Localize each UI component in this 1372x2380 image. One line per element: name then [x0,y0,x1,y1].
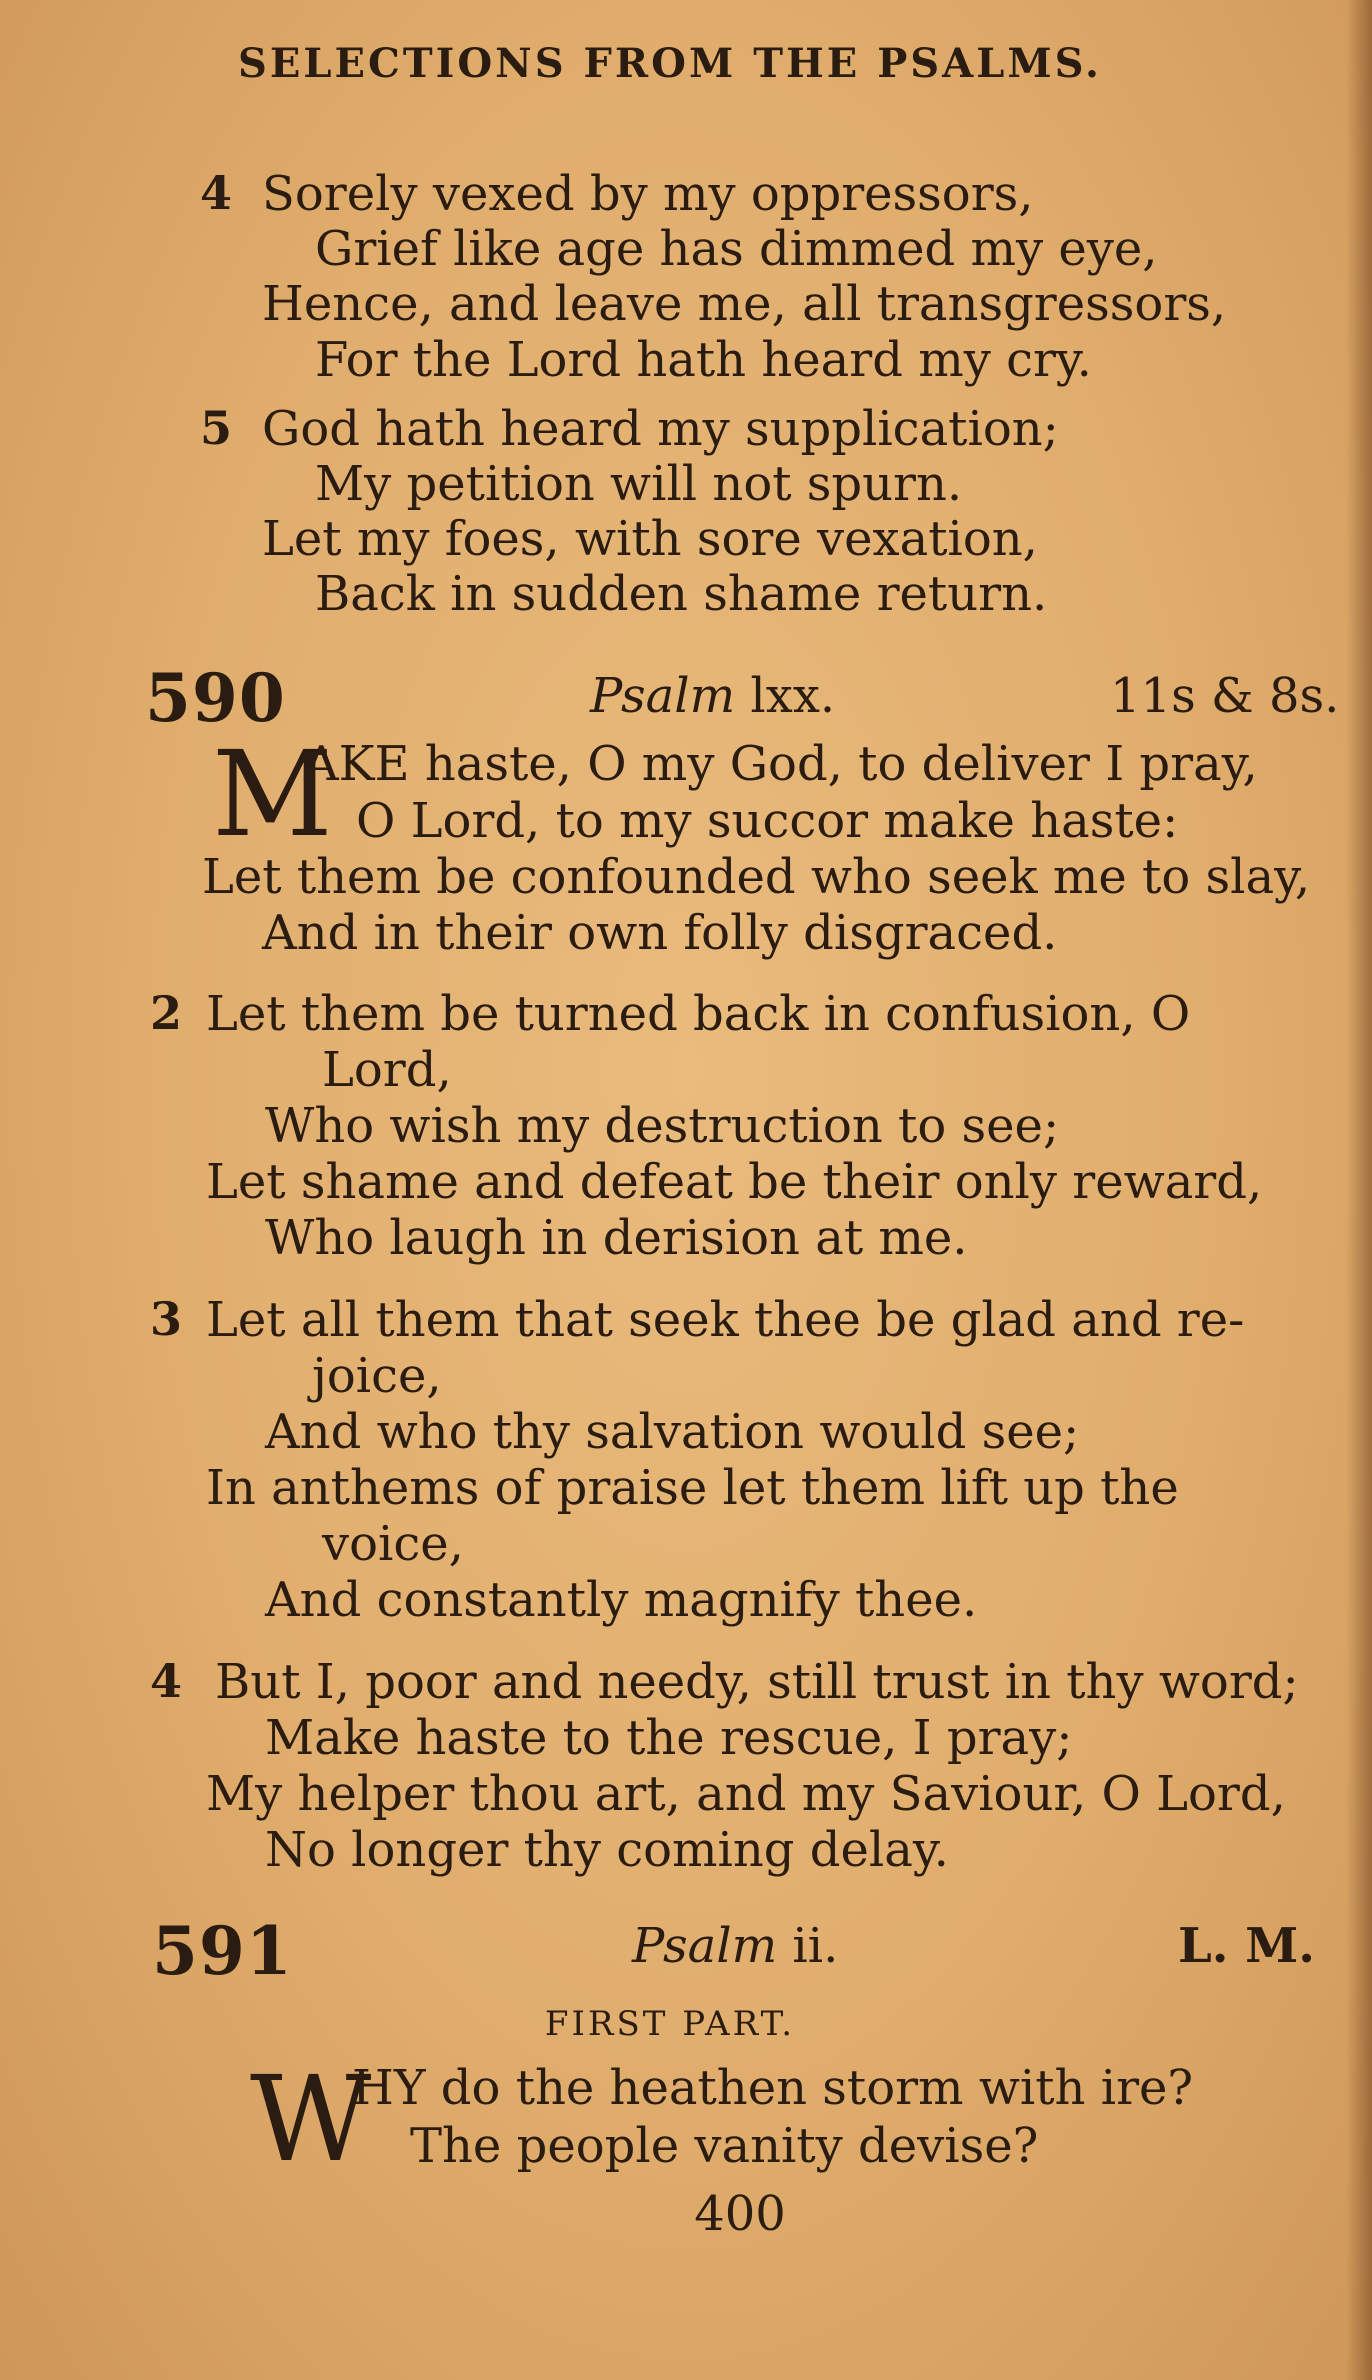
psalm-reference [632,1918,839,1974]
verse-line: O Lord, to my succor make haste: [356,793,1179,849]
verse-line: And constantly magnify thee. [265,1572,978,1628]
verse-line: Let all them that seek thee be glad and re- [206,1292,1245,1348]
verse-line: joice, [312,1348,442,1404]
verse-line: For the Lord hath heard my cry. [315,332,1092,388]
psalm-reference [590,668,836,724]
running-head: SELECTIONS FROM THE PSALMS. [238,40,1102,87]
verse-line: Lord, [322,1042,452,1098]
verse-line: Make haste to the rescue, I pray; [265,1710,1073,1766]
meter: L. M. [1178,1918,1316,1974]
psalm-word: Psalm [632,1918,778,1974]
drop-cap: W [250,2050,372,2188]
verse-line: Let my foes, with sore vexation, [262,511,1038,567]
verse-line: Let them be turned back in confusion, O [206,986,1191,1042]
verse-line: And who thy salvation would see; [265,1404,1080,1460]
verse-line: No longer thy coming delay. [265,1822,949,1878]
verse-line: God hath heard my supplication; [262,401,1059,457]
stanza-number: 5 [200,401,233,455]
verse-line: My petition will not spurn. [315,456,963,512]
verse-line: Who wish my destruction to see; [265,1098,1060,1154]
verse-line: In anthems of praise let them lift up the [206,1460,1179,1516]
psalm-numeral: ii. [792,1918,839,1974]
drop-cap: M [212,725,333,863]
verse-line: Hence, and leave me, all transgressors, [262,276,1227,332]
hymn-number: 591 [152,1912,293,1990]
verse-line: Grief like age has dimmed my eye, [315,221,1158,277]
verse-line: Who laugh in derision at me. [265,1210,968,1266]
verse-line: Sorely vexed by my oppressors, [262,166,1034,222]
stanza-number: 3 [150,1292,183,1346]
verse-line: Back in sudden shame return. [315,566,1048,622]
meter: 11s & 8s. [1110,668,1340,724]
verse-line: voice, [322,1516,464,1572]
verse-line: AKE haste, O my God, to deliver I pray, [304,736,1258,792]
verse-line: The people vanity devise? [410,2118,1039,2174]
verse-line: And in their own folly disgraced. [262,905,1058,961]
page-number: 400 [694,2186,786,2242]
verse-line: Let them be confounded who seek me to slay, [202,849,1311,905]
stanza-number: 2 [150,986,183,1040]
part-label: FIRST PART. [544,2004,796,2044]
verse-line: But I, poor and needy, still trust in thy word; [215,1654,1299,1710]
psalm-word: Psalm [590,668,736,724]
psalm-numeral: lxx. [750,668,836,724]
hymn-number: 590 [145,659,286,737]
stanza-number: 4 [150,1654,183,1708]
verse-line: Let shame and defeat be their only reward, [206,1154,1263,1210]
verse-line: My helper thou art, and my Saviour, O Lord, [206,1766,1286,1822]
stanza-number: 4 [200,166,233,220]
verse-line: HY do the heathen storm with ire? [352,2060,1194,2116]
